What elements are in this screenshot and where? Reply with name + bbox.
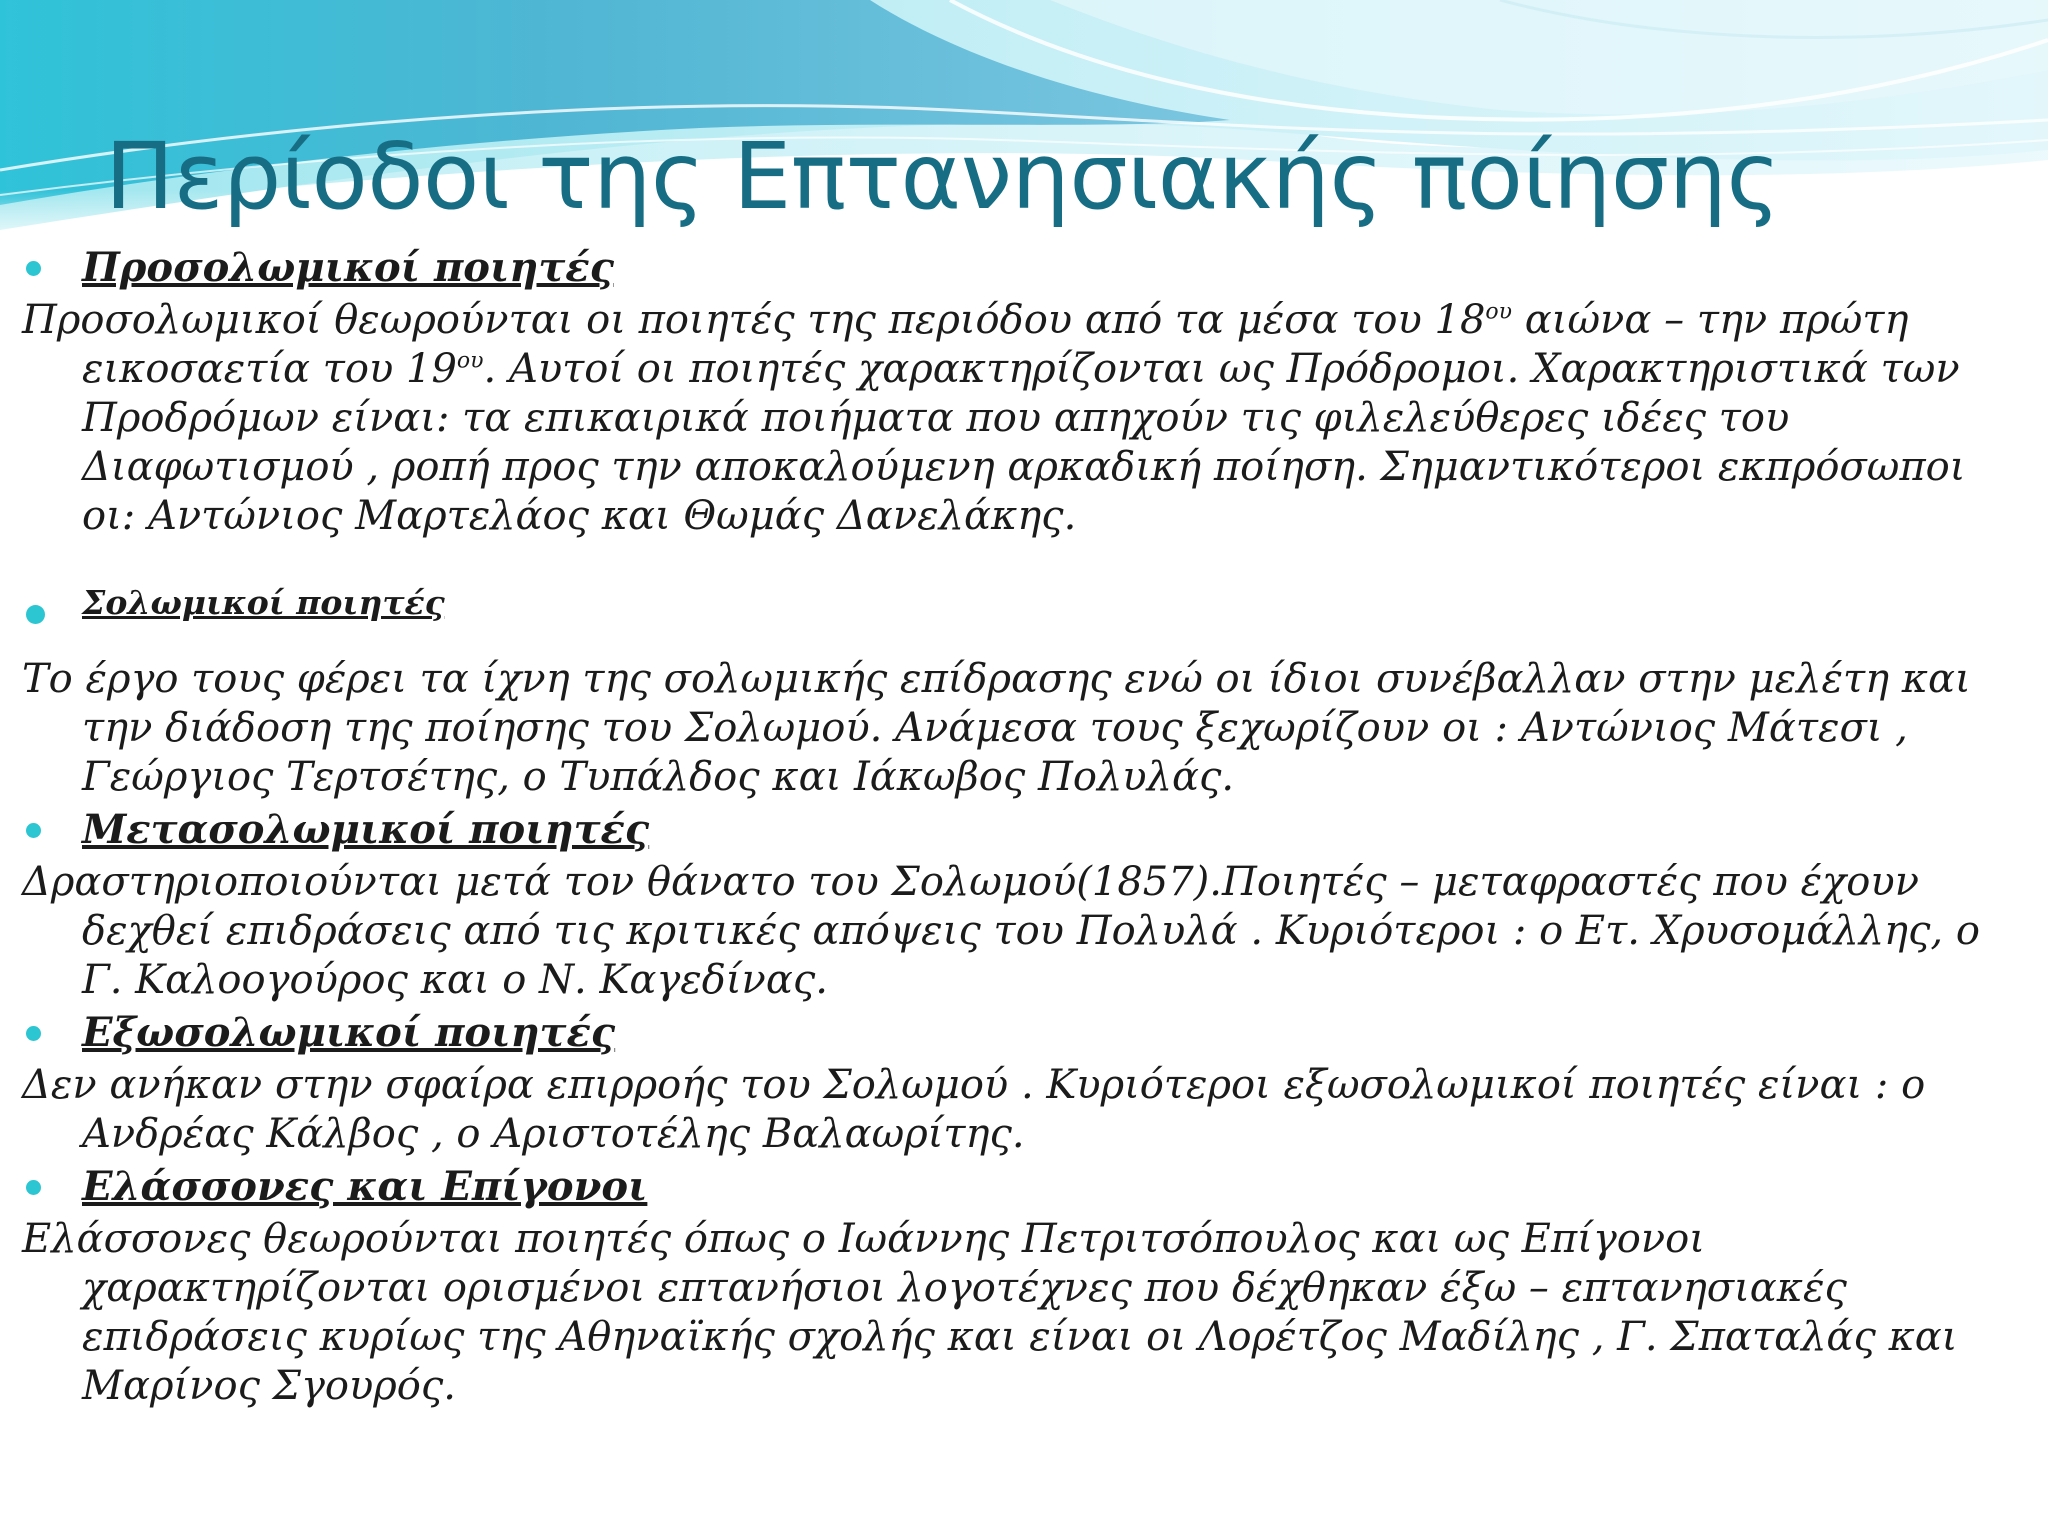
section-heading-elassones [0, 1159, 2048, 1215]
section-heading-text: Μετασολωμικοί ποιητές [82, 806, 650, 853]
section-heading-text: Προσολωμικοί ποιητές [82, 244, 614, 291]
bullet-icon [26, 605, 45, 624]
bullet-icon [26, 1026, 41, 1041]
section-heading-metasolomikoi [0, 802, 2048, 858]
section-heading-solomikoi [0, 575, 2048, 631]
section-paragraph-metasolomikoi: Δραστηριοποιούνται μετά τον θάνατο του Σολωμού(1857).Ποιητές – μεταφραστές που έχουν δεχθεί επιδράσεις από τις κριτικές απόψεις του Πολυλά . Κυριότεροι : ο Ετ. Χρυσομάλλης, ο Γ. Καλοογούρος και ο Ν. Καγεδίνας. [22, 859, 1980, 1003]
section-paragraph-prosolomikoi: Προσολωμικοί θεωρούνται οι ποιητές της περιόδου από τα μέσα του $18^{o\upsilon}$ αιώνα – την πρώτη εικοσαετία του $19^{o\upsilon}$. Αυτοί οι ποιητές χαρακτηρίζονται ως Πρόδρομοι. Χαρακτηριστικά των Προδρόμων είναι: τα επικαιρικά ποιήματα που απηχούν τις φιλελεύθερες ιδέες του Διαφωτισμού , ροπή προς την αποκαλούμενη αρκαδική ποίηση. Σημαντικότεροι εκπρόσωποι οι: Αντώνιος Μαρτελάος και Θωμάς Δανελάκης. [22, 297, 1966, 539]
slide-content [0, 240, 2048, 1411]
section-heading-prosolomikoi [0, 240, 2048, 296]
section-heading-text: Εξωσολωμικοί ποιητές [82, 1009, 616, 1056]
section-heading-exosolomikoi [0, 1005, 2048, 1061]
section-paragraph-solomikoi: Το έργο τους φέρει τα ίχνη της σολωμικής επίδρασης ενώ οι ίδιοι συνέβαλλαν στην μελέτη και την διάδοση της ποίησης του Σολωμού. Ανάμεσα τους ξεχωρίζουν οι : Αντώνιος Μάτεσι , Γεώργιος Τερτσέτης, ο Τυπάλδος και Ιάκωβος Πολυλάς. [22, 656, 1971, 800]
bullet-icon [26, 261, 41, 276]
bullet-icon [26, 1180, 41, 1195]
section-paragraph-exosolomikoi: Δεν ανήκαν στην σφαίρα επιρροής του Σολωμού . Κυριότεροι εξωσολωμικοί ποιητές είναι : ο Ανδρέας Κάλβος , ο Αριστοτέλης Βαλαωρίτης. [22, 1062, 1926, 1157]
bullet-icon [26, 823, 41, 838]
section-paragraph-elassones: Ελάσσονες θεωρούνται ποιητές όπως ο Ιωάννης Πετριτσόπουλος και ως Επίγονοι χαρακτηρίζονται ορισμένοι επτανήσιοι λογοτέχνες που δέχθηκαν έξω – επτανησιακές επιδράσεις κυρίως της Αθηναϊκής σχολής και είναι οι Λορέτζος Μαδίλης , Γ. Σπαταλάς και Μαρίνος Σγουρός. [22, 1216, 1958, 1409]
section-heading-text: Ελάσσονες και Επίγονοι [82, 1163, 648, 1210]
section-heading-text: Σολωμικοί ποιητές [82, 583, 445, 622]
slide-title: Περίοδοι της Επτανησιακής ποίησης [105, 123, 1780, 230]
